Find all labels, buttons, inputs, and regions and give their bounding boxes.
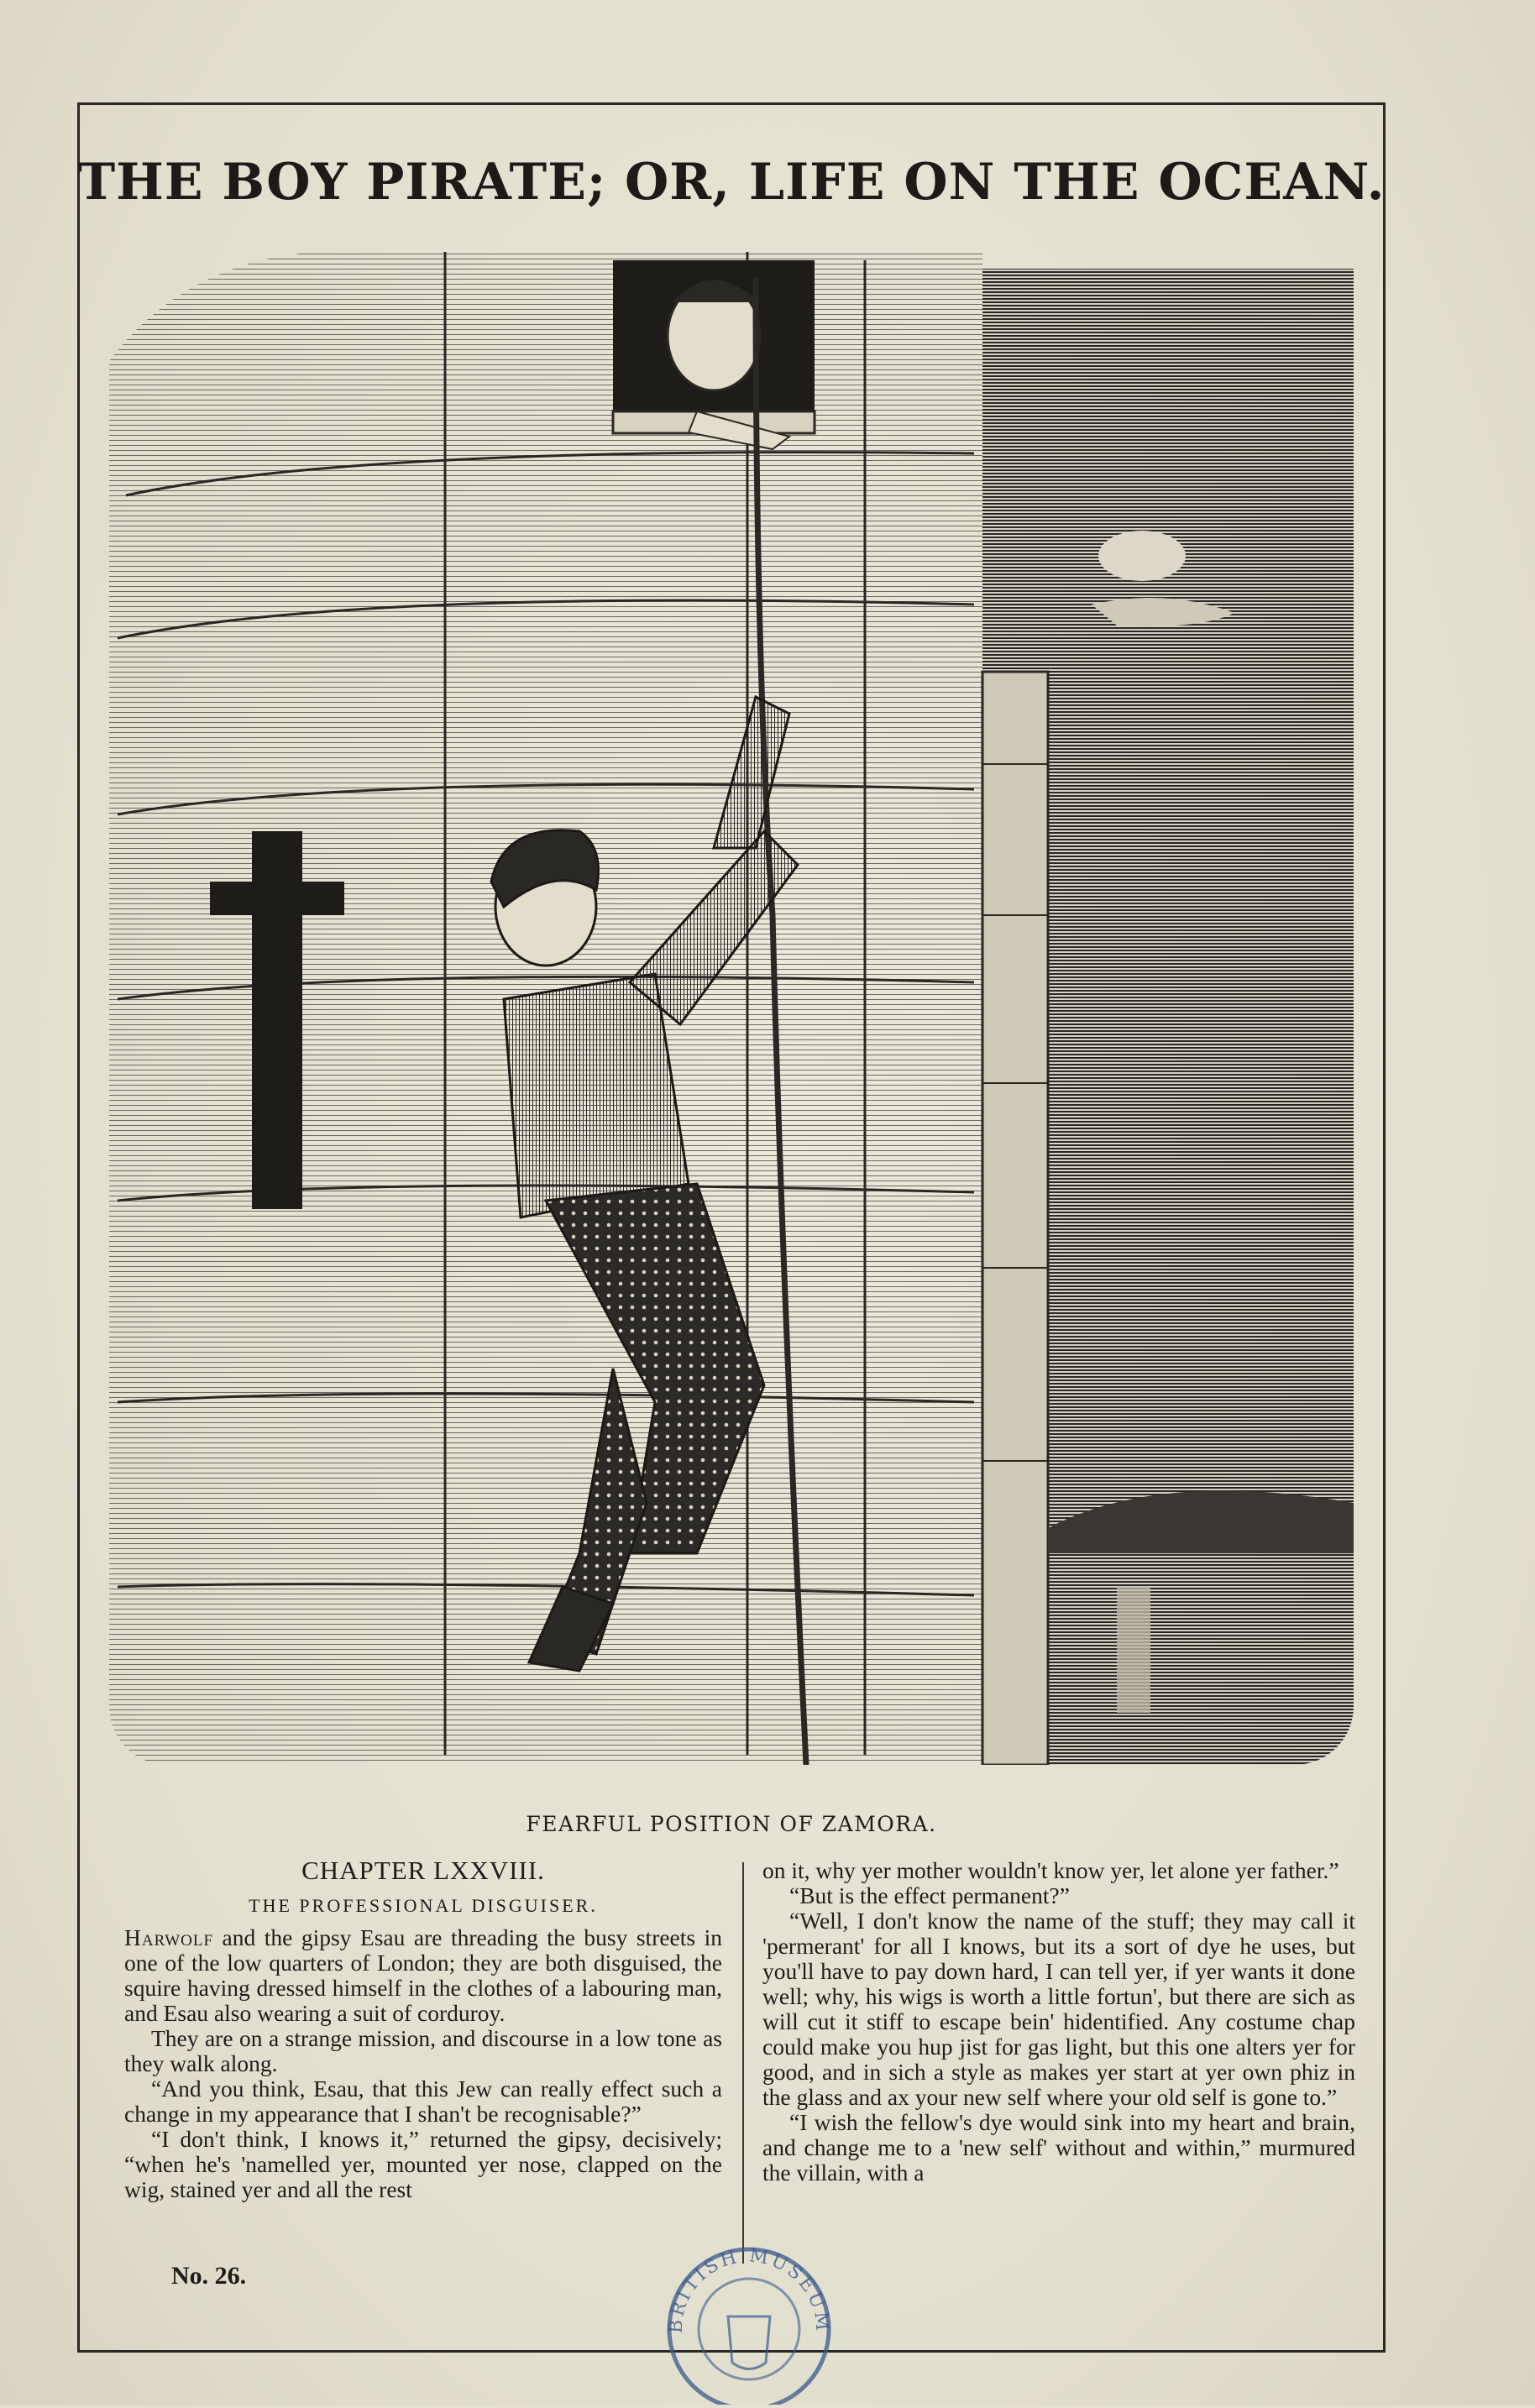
- paragraph: [124, 1925, 722, 2026]
- page-title: THE BOY PIRATE; OR, LIFE ON THE OCEAN.: [77, 153, 1386, 212]
- paragraph: “I don't think, I knows it,” returned the gipsy, decisively; “when he's 'namelled yer, mounted yer nose, clapped on the wig, stained yer and all the rest: [124, 2126, 722, 2202]
- paragraph: “Well, I don't know the name of the stuff; they may call it 'permerant' for all I knows, but its a sort of dye he uses, but you'll have to pay down hard, I can tell yer, if yer wants it done well; why, his wigs is worth a little fortun', but there are sich as will cut it stiff to escape bein' hidentified. Any costume chap could make you hup jist for gas light, but this one alters yer for good, and in sich a style as makes yer start at yer own phiz in the glass and ax your new self where your old self is gone to.”: [762, 1908, 1355, 2110]
- left-column: [124, 1858, 722, 2202]
- stamp-text: BRITISH MUSEUM: [665, 2245, 833, 2334]
- illustration-caption: FEARFUL POSITION OF ZAMORA.: [526, 1812, 937, 1836]
- column-divider: [742, 1862, 744, 2264]
- moon: [1098, 531, 1186, 581]
- chapter-heading: CHAPTER LXXVIII.: [301, 1856, 545, 1885]
- lead-word: Harwolf: [124, 1924, 214, 1950]
- issue-number: No. 26.: [171, 2262, 247, 2290]
- paragraph-text: and the gipsy Esau are threading the busy streets in one of the low quarters of London; they are both disguised, the squire having dressed himself in the clothes of a labouring man, and Esau also wearing a suit of corduroy.: [124, 1924, 722, 2026]
- paragraph: They are on a strange mission, and discourse in a low tone as they walk along.: [124, 2025, 722, 2076]
- paragraph: “I wish the fellow's dye would sink into my heart and brain, and change me to a 'new self' without and within,” murmured the villain, with a: [762, 2109, 1355, 2186]
- chapter-subheading: THE PROFESSIONAL DISGUISER.: [249, 1895, 598, 1916]
- svg-text:BRITISH MUSEUM: [666, 2245, 833, 2334]
- museum-stamp: [631, 2237, 867, 2405]
- moon-reflection: [1117, 1587, 1150, 1713]
- paragraph: “But is the effect permanent?”: [789, 1882, 1070, 1908]
- paragraph: “And you think, Esau, that this Jew can really effect such a change in my appearance that I shan't be recognisable?”: [124, 2076, 722, 2127]
- paragraph: on it, why yer mother wouldn't know yer, let alone yer father.”: [762, 1857, 1339, 1883]
- illustration-engraving: [109, 243, 1354, 1765]
- buttress: [982, 672, 1048, 1765]
- right-column: [762, 1858, 1355, 2186]
